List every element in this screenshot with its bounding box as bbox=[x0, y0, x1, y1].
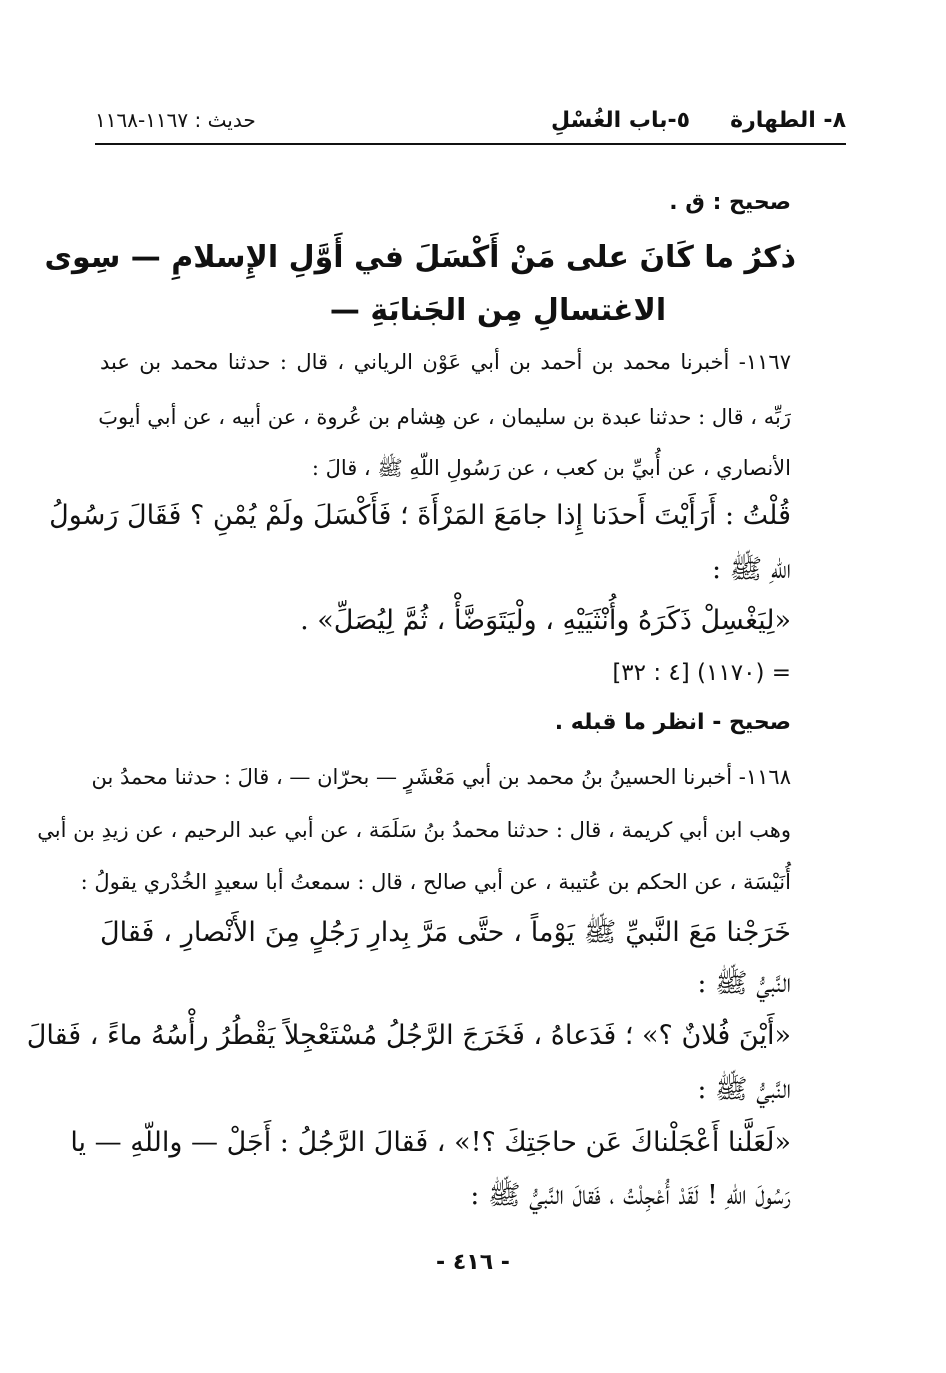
cross-reference: = (١١٧٠) [٤ : ٣٢] bbox=[612, 660, 791, 686]
chapter-heading-line-2: الاغتسالِ مِن الجَنابَةِ — bbox=[329, 293, 667, 328]
header-rule bbox=[95, 143, 846, 145]
isnad-line: وهب ابن أبي كريمة ، قال : حدثنا محمدُ بنُ سَلَمَة ، عن أبي عبد الرحيم ، عن زيدِ بن أبي bbox=[37, 818, 791, 842]
grading-line: صحيح - انظر ما قبله . bbox=[554, 710, 791, 735]
isnad-line: أُنَيْسَة ، عن الحكم بن عُتيبة ، عن أبي صالح ، قال : سمعتُ أبا سعيدٍ الخُدْري يقولُ : bbox=[80, 870, 791, 894]
grading-line: صحيح : ق . bbox=[669, 190, 791, 215]
isnad-line: ١١٦٧- أخبرنا محمد بن أحمد بن أبي عَوْن الرياني ، قال : حدثنا محمد بن عبد bbox=[100, 350, 791, 374]
matn-line: قُلْتُ : أَرَأَيْتَ أَحدَنا إِذا جامَعَ المَرْأَةَ ؛ فَأَكْسَلَ ولَمْ يُمْنِ ؟ فَقَالَ رَسُولُ bbox=[49, 500, 791, 531]
matn-line: النَّبيُّ ﷺ : bbox=[697, 968, 791, 999]
section-title: ٥-باب الغُسْلِ bbox=[550, 107, 691, 133]
chapter-title: ٨- الطهارة bbox=[730, 107, 846, 133]
matn-line: النَّبيُّ ﷺ : bbox=[697, 1074, 791, 1105]
isnad-line: رَبِّه ، قال : حدثنا عبدة بن سليمان ، عن هِشام بن عُروة ، عن أبيه ، عن أبي أيوبَ bbox=[98, 405, 791, 429]
hadith-range: حديث : ١١٦٧-١١٦٨ bbox=[95, 108, 256, 132]
matn-line: خَرَجْنا مَعَ النَّبيِّ ﷺ يَوْماً ، حتَّى مَرَّ بِدارِ رَجُلٍ مِنَ الأَنْصارِ ، فَقالَ bbox=[100, 917, 791, 948]
chapter-heading-line-1: ذكرُ ما كَانَ على مَنْ أَكْسَلَ في أَوَّلِ الإِسلامِ — سِوى bbox=[44, 240, 796, 275]
matn-line: «أَيْنَ فُلانٌ ؟» ؛ فَدَعاهُ ، فَخَرَجَ الرَّجُلُ مُسْتَعْجِلاً يَقْطُرُ رأْسُهُ ماءً ، فَقالَ bbox=[26, 1020, 791, 1051]
matn-line: «لَعَلَّنا أَعْجَلْناكَ عَن حاجَتِكَ ؟!» ، فَقالَ الرَّجُلُ : أَجَلْ — واللّهِ — يا bbox=[70, 1127, 791, 1158]
page-number: - ٤١٦ - bbox=[436, 1250, 510, 1275]
matn-line: رَسُولَ اللّهِ ! لَقَدْ أُعْجِلْتُ ، فَقالَ النَّبيُّ ﷺ : bbox=[470, 1180, 791, 1211]
isnad-line: الأنصاري ، عن أُبيِّ بن كعب ، عن رَسُولِ اللّهِ ﷺ ، قالَ : bbox=[311, 456, 791, 480]
running-header bbox=[95, 100, 846, 140]
matn-line: اللّهِ ﷺ : bbox=[711, 554, 791, 585]
isnad-line: ١١٦٨- أخبرنا الحسينُ بنُ محمد بن أبي مَعْشَرٍ — بحرّان — ، قالَ : حدثنا محمدُ بن bbox=[91, 765, 791, 789]
matn-line: «لِيَغْسِلْ ذَكَرَهُ وأُنْثَيَيْهِ ، ولْيَتَوَضَّأْ ، ثُمَّ لِيُصَلِّ» . bbox=[300, 605, 791, 636]
